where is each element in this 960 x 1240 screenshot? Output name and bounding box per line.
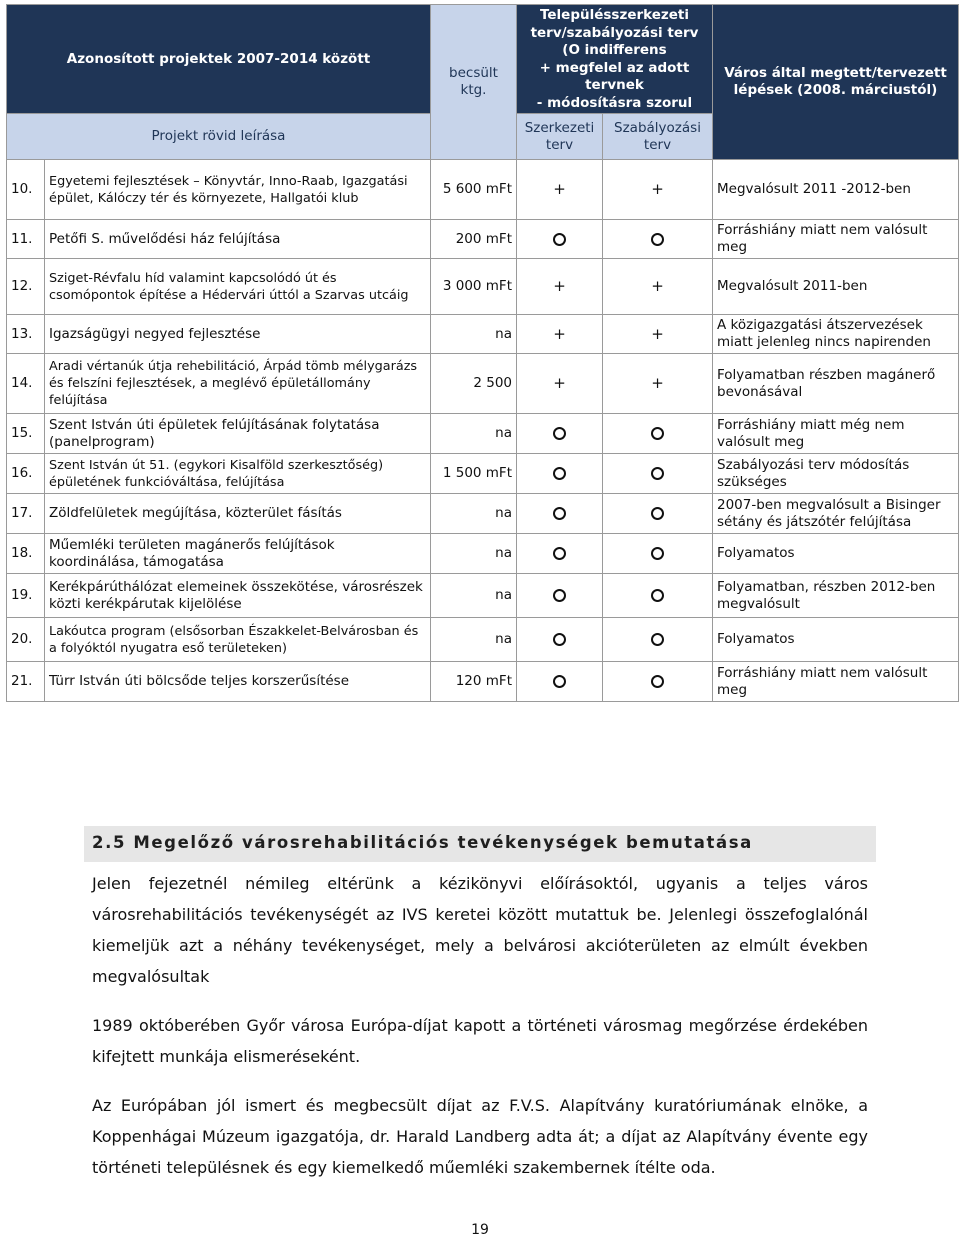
- indifferent-circle-icon: [651, 589, 664, 602]
- indifferent-circle-icon: [553, 467, 566, 480]
- page-number: 19: [471, 1222, 489, 1238]
- indifferent-circle-icon: [553, 547, 566, 560]
- row-description: Szent István út 51. (egykori Kisalföld szerkesztőség) épületének funkcióváltása, felújítása: [45, 454, 431, 494]
- matches-plan-mark: +: [553, 277, 566, 295]
- regulatory-plan-mark: [603, 315, 713, 354]
- row-steps: 2007-ben megvalósult a Bisinger sétány és játszótér felújítása: [713, 494, 959, 534]
- row-number: 12.: [7, 259, 45, 315]
- row-cost: na: [431, 414, 517, 454]
- row-number: 19.: [7, 574, 45, 618]
- matches-plan-mark: +: [651, 374, 664, 392]
- row-description: Petőfi S. művelődési ház felújítása: [45, 220, 431, 259]
- regulatory-plan-mark: [603, 354, 713, 414]
- regulatory-plan-mark: [603, 414, 713, 454]
- row-cost: 120 mFt: [431, 662, 517, 702]
- indifferent-circle-icon: [651, 233, 664, 246]
- plan-group-line: - módosításra szorul: [536, 94, 693, 111]
- row-cost: na: [431, 534, 517, 574]
- matches-plan-mark: +: [553, 324, 566, 343]
- city-steps-header: Város által megtett/tervezett lépések (2008. márciustól): [713, 5, 959, 160]
- row-steps: Folyamatban részben magánerő bevonásával: [713, 354, 959, 414]
- row-description: Műemléki területen magánerős felújítások koordinálása, támogatása: [45, 534, 431, 574]
- table-row: [7, 494, 959, 534]
- table-row: [7, 574, 959, 618]
- row-number: 16.: [7, 454, 45, 494]
- paragraph: 1989 októberében Győr városa Európa-díjat kapott a történeti városmag megőrzése érdekében kifejtett munkája elismeréseként.: [92, 1016, 868, 1066]
- table-row: [7, 315, 959, 354]
- regulatory-plan-mark: [603, 494, 713, 534]
- table-body: [7, 160, 959, 702]
- row-description: Türr István úti bölcsőde teljes korszerűsítése: [45, 662, 431, 702]
- indifferent-circle-icon: [553, 233, 566, 246]
- row-cost: 2 500: [431, 354, 517, 414]
- regulatory-plan-mark: [603, 454, 713, 494]
- indifferent-circle-icon: [651, 427, 664, 440]
- row-steps: Folyamatos: [713, 618, 959, 662]
- row-number: 20.: [7, 618, 45, 662]
- row-description: Egyetemi fejlesztések – Könyvtár, Inno-Raab, Igazgatási épület, Kálóczy tér és környezete, Hallgatói klub: [45, 160, 431, 220]
- table-row: [7, 454, 959, 494]
- plan-group-header: [517, 5, 713, 114]
- indifferent-circle-icon: [651, 467, 664, 480]
- row-cost: 200 mFt: [431, 220, 517, 259]
- matches-plan-mark: +: [553, 374, 566, 392]
- row-description: Aradi vértanúk útja rehebilitáció, Árpád tömb mélygarázs és felszíni fejlesztések, a meglévő épületállomány felújítása: [45, 354, 431, 414]
- row-cost: na: [431, 315, 517, 354]
- plan-group-line: + megfelel az adott: [539, 59, 690, 76]
- row-steps: Megvalósult 2011 -2012-ben: [713, 160, 959, 220]
- paragraph: Jelen fejezetnél némileg eltérünk a kézikönyvi előírásoktól, ugyanis a teljes város városrehabilitációs tevékenységét az IVS keretei között mutattuk be. Jelenlegi összefoglalónál kiemeljük azt a néhány tevékenységet, mely a belvárosi akcióterületen az elmúlt években megvalósultak: [92, 874, 868, 986]
- row-steps: Folyamatos: [713, 534, 959, 574]
- structural-plan-mark: [517, 618, 603, 662]
- row-steps: Megvalósult 2011-ben: [713, 259, 959, 315]
- row-number: 15.: [7, 414, 45, 454]
- section-heading-text: 2.5 Megelőző városrehabilitációs tevékenységek bemutatása: [92, 833, 753, 852]
- plan-group-line: tervnek: [585, 77, 644, 93]
- short-desc-header: Projekt rövid leírása: [7, 114, 431, 160]
- table-row: [7, 354, 959, 414]
- row-cost: na: [431, 618, 517, 662]
- row-description: Sziget-Révfalu híd valamint kapcsolódó út és csomópontok építése a Hédervári úttól a Szarvas utcáig: [45, 259, 431, 315]
- indifferent-circle-icon: [553, 589, 566, 602]
- regulatory-plan-mark: [603, 220, 713, 259]
- row-number: 10.: [7, 160, 45, 220]
- regulatory-plan-header: Szabályozási terv: [603, 114, 713, 160]
- regulatory-plan-mark: [603, 662, 713, 702]
- indifferent-circle-icon: [651, 633, 664, 646]
- row-description: Zöldfelületek megújítása, közterület fásítás: [45, 494, 431, 534]
- structural-plan-mark: [517, 494, 603, 534]
- row-steps: Forráshiány miatt még nem valósult meg: [713, 414, 959, 454]
- row-steps: Szabályozási terv módosítás szükséges: [713, 454, 959, 494]
- indifferent-circle-icon: [553, 427, 566, 440]
- indifferent-circle-icon: [553, 633, 566, 646]
- table-row: [7, 534, 959, 574]
- row-cost: 5 600 mFt: [431, 160, 517, 220]
- indifferent-circle-icon: [651, 507, 664, 520]
- table-row: [7, 662, 959, 702]
- row-steps: A közigazgatási átszervezések miatt jelenleg nincs napirenden: [713, 315, 959, 354]
- matches-plan-mark: +: [651, 324, 664, 343]
- structural-plan-mark: [517, 414, 603, 454]
- row-description: Szent István úti épületek felújításának folytatása (panelprogram): [45, 414, 431, 454]
- row-steps: Folyamatban, részben 2012-ben megvalósult: [713, 574, 959, 618]
- structural-plan-mark: [517, 574, 603, 618]
- row-description: Lakóutca program (elsősorban Északkelet-Belvárosban és a folyóktól nyugatra eső területeken): [45, 618, 431, 662]
- projects-title-header: Azonosított projektek 2007-2014 között: [7, 5, 431, 114]
- plan-group-line: terv/szabályozási terv: [530, 24, 699, 41]
- structural-plan-header: Szerkezeti terv: [517, 114, 603, 160]
- regulatory-plan-mark: [603, 534, 713, 574]
- structural-plan-mark: [517, 534, 603, 574]
- regulatory-plan-mark: [603, 160, 713, 220]
- row-steps: Forráshiány miatt nem valósult meg: [713, 220, 959, 259]
- regulatory-plan-mark: [603, 618, 713, 662]
- table-row: [7, 618, 959, 662]
- table-row: [7, 259, 959, 315]
- structural-plan-mark: [517, 354, 603, 414]
- matches-plan-mark: +: [651, 180, 664, 198]
- table-row: [7, 414, 959, 454]
- regulatory-plan-mark: [603, 259, 713, 315]
- table-row: [7, 160, 959, 220]
- estimated-cost-header: becsült ktg.: [431, 5, 517, 160]
- section-heading: [84, 826, 876, 862]
- row-number: 11.: [7, 220, 45, 259]
- row-cost: na: [431, 574, 517, 618]
- row-description: Igazságügyi negyed fejlesztése: [45, 315, 431, 354]
- structural-plan-mark: [517, 220, 603, 259]
- structural-plan-mark: [517, 259, 603, 315]
- matches-plan-mark: +: [651, 277, 664, 295]
- indifferent-circle-icon: [651, 675, 664, 688]
- table-row: [7, 220, 959, 259]
- structural-plan-mark: [517, 160, 603, 220]
- plan-group-line: (O indifferens: [562, 42, 667, 58]
- row-number: 21.: [7, 662, 45, 702]
- row-number: 17.: [7, 494, 45, 534]
- regulatory-plan-mark: [603, 574, 713, 618]
- structural-plan-mark: [517, 315, 603, 354]
- row-number: 13.: [7, 315, 45, 354]
- row-cost: na: [431, 494, 517, 534]
- indifferent-circle-icon: [553, 507, 566, 520]
- row-description: Kerékpárúthálózat elemeinek összekötése, városrészek közti kerékpárutak kijelölése: [45, 574, 431, 618]
- row-cost: 1 500 mFt: [431, 454, 517, 494]
- row-number: 14.: [7, 354, 45, 414]
- projects-table: [6, 4, 959, 702]
- structural-plan-mark: [517, 454, 603, 494]
- plan-group-line: Településszerkezeti: [539, 7, 690, 23]
- row-cost: 3 000 mFt: [431, 259, 517, 315]
- paragraph: Az Európában jól ismert és megbecsült díjat az F.V.S. Alapítvány kuratóriumának elnöke, a Koppenhágai Múzeum igazgatója, dr. Harald Landberg adta át; a díjat az Alapítvány évente egy történeti településnek és egy kiemelkedő műemléki szakembernek ítélte oda.: [92, 1096, 868, 1177]
- matches-plan-mark: +: [553, 180, 566, 198]
- structural-plan-mark: [517, 662, 603, 702]
- row-number: 18.: [7, 534, 45, 574]
- indifferent-circle-icon: [651, 547, 664, 560]
- row-steps: Forráshiány miatt nem valósult meg: [713, 662, 959, 702]
- indifferent-circle-icon: [553, 675, 566, 688]
